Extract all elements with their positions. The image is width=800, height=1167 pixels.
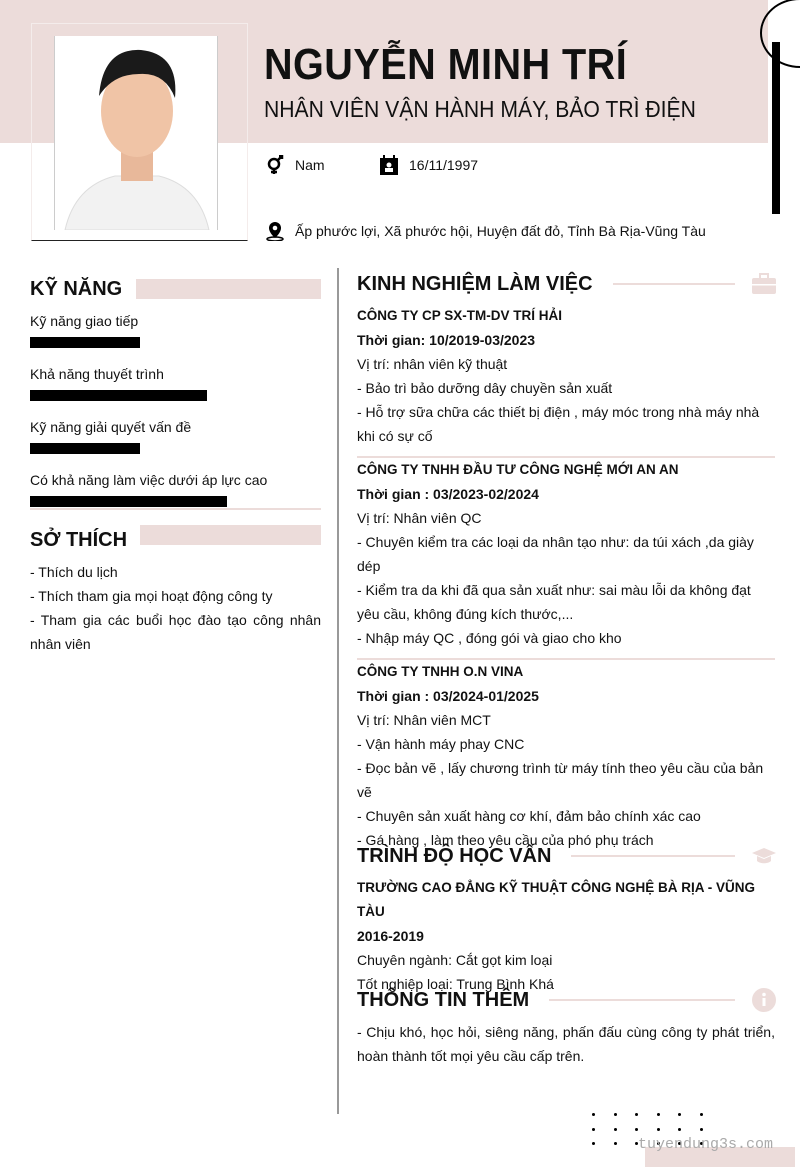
hobbies-heading-bar bbox=[140, 525, 321, 545]
info-icon bbox=[751, 987, 777, 1013]
job-entry bbox=[357, 660, 775, 852]
location-pin-icon bbox=[265, 221, 285, 241]
job-line: - Hỗ trợ sữa chữa các thiết bị điện , máy móc trong nhà máy nhà khi có sự cố bbox=[357, 404, 760, 444]
experience-title: KINH NGHIỆM LÀM VIỆC bbox=[357, 272, 593, 295]
skill-level-bar bbox=[30, 496, 227, 507]
skills-list bbox=[30, 309, 320, 521]
skill-level-bar bbox=[30, 443, 140, 454]
job-title: NHÂN VIÊN VẬN HÀNH MÁY, BẢO TRÌ ĐIỆN bbox=[264, 96, 696, 122]
skill-level-bar bbox=[30, 337, 140, 348]
skill-label: Khả năng thuyết trình bbox=[30, 366, 164, 382]
extra-heading bbox=[357, 987, 777, 1013]
dot bbox=[614, 1113, 617, 1116]
dot bbox=[657, 1113, 660, 1116]
company-name: CÔNG TY TNHH O.N VINA bbox=[357, 664, 524, 679]
hobby-item: - Thích tham gia mọi hoạt động công ty bbox=[30, 588, 273, 604]
job-line: - Bảo trì bảo dưỡng dây chuyền sản xuất bbox=[357, 380, 613, 396]
job-time: Thời gian : 03/2024-01/2025 bbox=[357, 688, 539, 704]
job-line: - Nhập máy QC , đóng gói và giao cho kho bbox=[357, 630, 622, 646]
watermark: tuyendung3s.com bbox=[638, 1136, 774, 1153]
candidate-name: NGUYỄN MINH TRÍ bbox=[264, 40, 628, 89]
calendar-icon bbox=[379, 155, 399, 175]
skills-heading: KỸ NĂNG bbox=[30, 278, 123, 300]
dot bbox=[592, 1142, 595, 1145]
job-line: Vị trí: Nhân viên QC bbox=[357, 510, 482, 526]
job-line: - Vận hành máy phay CNC bbox=[357, 736, 525, 752]
education-major: Chuyên ngành: Cắt gọt kim loại bbox=[357, 952, 553, 968]
gender-value: Nam bbox=[295, 157, 325, 173]
dot bbox=[635, 1128, 638, 1131]
company-name: CÔNG TY CP SX-TM-DV TRÍ HẢI bbox=[357, 308, 563, 323]
dot bbox=[678, 1128, 681, 1131]
job-entry bbox=[357, 458, 775, 650]
skill-label: Kỹ năng giải quyết vấn đề bbox=[30, 419, 192, 435]
gender-row bbox=[265, 155, 325, 175]
school-name: TRƯỜNG CAO ĐẲNG KỸ THUẬT CÔNG NGHỆ BÀ RỊA - VŨNG TÀU bbox=[357, 880, 755, 919]
skill-label: Kỹ năng giao tiếp bbox=[30, 313, 139, 329]
job-line: Vị trí: nhân viên kỹ thuật bbox=[357, 356, 508, 372]
hobbies-list bbox=[30, 560, 321, 656]
hobbies-heading: SỞ THÍCH bbox=[30, 529, 128, 551]
job-line: - Đọc bản vẽ , lấy chương trình từ máy tính theo yêu cầu của bản vẽ bbox=[357, 760, 764, 800]
address-value: Ấp phước lợi, Xã phước hội, Huyện đất đỏ, Tỉnh Bà Rịa-Vũng Tàu bbox=[295, 223, 706, 239]
education-title: TRÌNH ĐỘ HỌC VẤN bbox=[357, 844, 552, 867]
birthdate-row bbox=[379, 155, 478, 175]
hobby-item: - Tham gia các buổi học đào tạo công nhân nhân viên bbox=[30, 612, 321, 652]
column-divider bbox=[337, 268, 339, 1114]
job-line: Vị trí: Nhân viên MCT bbox=[357, 712, 491, 728]
dot bbox=[657, 1128, 660, 1131]
divider bbox=[30, 508, 321, 510]
dot bbox=[592, 1113, 595, 1116]
job-entry bbox=[357, 304, 775, 448]
extra-title: THÔNG TIN THÊM bbox=[357, 988, 530, 1011]
job-time: Thời gian : 03/2023-02/2024 bbox=[357, 486, 539, 502]
dot bbox=[700, 1113, 703, 1116]
dot bbox=[592, 1128, 595, 1131]
education-entry bbox=[357, 876, 775, 996]
dot bbox=[700, 1128, 703, 1131]
dot bbox=[635, 1113, 638, 1116]
hobby-item: - Thích du lịch bbox=[30, 564, 118, 580]
dot bbox=[614, 1142, 617, 1145]
experience-heading bbox=[357, 271, 777, 297]
extra-text: - Chịu khó, học hỏi, siêng năng, phấn đấu cùng công ty phát triển, hoàn thành tốt mọi yêu cầu cấp trên. bbox=[357, 1024, 775, 1064]
decor-bar bbox=[772, 42, 780, 214]
skill-level-bar bbox=[30, 390, 207, 401]
briefcase-icon bbox=[751, 271, 777, 297]
graduation-cap-icon bbox=[751, 843, 777, 869]
skills-heading-bar bbox=[136, 279, 321, 299]
education-years: 2016-2019 bbox=[357, 928, 424, 944]
job-line: - Chuyên kiểm tra các loại da nhân tạo như: da túi xách ,da giày dép bbox=[357, 534, 754, 574]
job-line: - Chuyên sản xuất hàng cơ khí, đảm bảo chính xác cao bbox=[357, 808, 701, 824]
job-line: - Gá hàng , làm theo yêu cầu của phó phụ trách bbox=[357, 832, 654, 848]
gender-icon bbox=[265, 155, 285, 175]
dot bbox=[678, 1113, 681, 1116]
education-heading bbox=[357, 843, 777, 869]
avatar-photo bbox=[54, 36, 218, 230]
address-row bbox=[265, 221, 706, 241]
dot bbox=[614, 1128, 617, 1131]
birthdate-value: 16/11/1997 bbox=[409, 157, 479, 173]
skill-label: Có khả năng làm việc dưới áp lực cao bbox=[30, 472, 268, 488]
job-line: - Kiểm tra da khi đã qua sản xuất như: sai màu lỗi da không đạt yêu cầu, không đúng kích thước,... bbox=[357, 582, 751, 622]
job-time: Thời gian: 10/2019-03/2023 bbox=[357, 332, 536, 348]
company-name: CÔNG TY TNHH ĐẦU TƯ CÔNG NGHỆ MỚI AN AN bbox=[357, 462, 679, 477]
education-grade: Tốt nghiệp loại: Trung Bình Khá bbox=[357, 976, 554, 992]
